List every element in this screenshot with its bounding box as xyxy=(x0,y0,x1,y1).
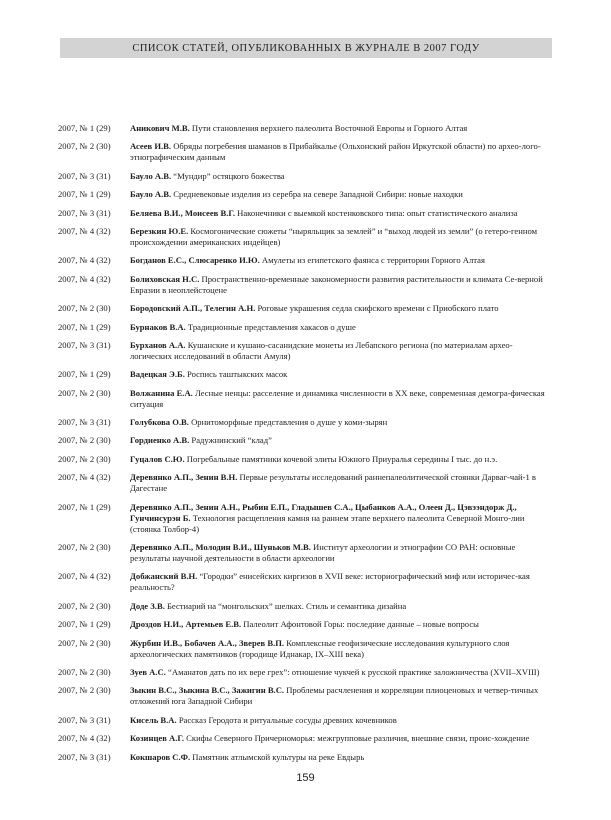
entry-title: Обряды погребения шаманов в Прибайкалье (Ольхонский район Иркутской области) по архео-лого-этнографическим данным xyxy=(130,141,541,163)
entry-authors: Березкин Ю.Е. xyxy=(130,225,189,236)
entry-issue: 2007, № 4 (32) xyxy=(58,273,111,284)
entry-issue: 2007, № 4 (32) xyxy=(58,225,111,236)
entry-title: Погребальные памятники кочевой элиты Южного Приуралья середины I тыс. до н.э. xyxy=(186,453,498,464)
entry-issue: 2007, № 3 (31) xyxy=(58,339,111,350)
entry-authors: Зуев А.С. xyxy=(130,666,166,677)
list-item xyxy=(58,208,552,219)
entry-title: Пути становления верхнего палеолита Восточной Европы и Горного Алтая xyxy=(191,123,468,133)
entry-text xyxy=(130,667,552,678)
entry-text xyxy=(130,369,552,380)
list-item xyxy=(58,303,552,314)
entry-issue: 2007, № 4 (32) xyxy=(58,255,111,266)
list-item xyxy=(58,667,552,678)
list-item xyxy=(58,733,552,744)
entry-authors: Богданов Е.С., Слюсаренко И.Ю. xyxy=(130,255,260,266)
entry-authors: Деревянко А.П., Зенин А.Н., Рыбин Е.П., Гладышев С.А., Цыбанков А.А., Олеен Д., Цэвээндорж Д., Гунчинсурэн Б. xyxy=(130,501,517,523)
entry-title: “Городки” енисейских киргизов в XVII веке: историографический миф или историчес-кая реальность? xyxy=(130,571,530,593)
entry-authors: Бурханов А.А. xyxy=(130,339,186,350)
list-item xyxy=(58,619,552,630)
list-item xyxy=(58,322,552,333)
page-title: СПИСОК СТАТЕЙ, ОПУБЛИКОВАННЫХ В ЖУРНАЛЕ В 2007 ГОДУ xyxy=(132,42,480,54)
entry-text xyxy=(130,571,552,593)
entry-authors: Аникович М.В. xyxy=(130,123,190,133)
header-band xyxy=(60,38,552,58)
entry-issue: 2007, № 2 (30) xyxy=(58,435,111,446)
entry-text xyxy=(130,454,552,465)
entry-title: Амулеты из египетского фаянса с территории Горного Алтая xyxy=(261,255,485,266)
entry-authors: Деревянко А.П., Зенин В.Н. xyxy=(130,472,238,483)
entry-authors: Кисель В.А. xyxy=(130,714,177,725)
entry-authors: Асеев И.В. xyxy=(130,141,172,152)
list-item xyxy=(58,189,552,200)
entry-authors: Бауло А.В. xyxy=(130,170,172,181)
entry-title: Кушанские и кушано-сасанидские монеты из Лебапского региона (по материалам архео-логических исследований в области Амуля) xyxy=(130,339,513,361)
entry-issue: 2007, № 3 (31) xyxy=(58,170,111,181)
entry-title: Памятник атлымской культуры на реке Евдырь xyxy=(192,751,365,762)
list-item xyxy=(58,388,552,410)
entry-issue: 2007, № 1 (29) xyxy=(58,189,111,200)
list-item xyxy=(58,141,552,163)
entry-issue: 2007, № 3 (31) xyxy=(58,417,111,428)
entry-authors: Беляева В.И., Моисеев В.Г. xyxy=(130,207,235,218)
entry-authors: Гордиенко А.В. xyxy=(130,435,190,446)
entry-title: Космогонические сюжеты “ныряльщик за землей” и “выход людей из земли” (о гетеро-генном происхождении американских индейцев) xyxy=(130,225,538,247)
entry-title: Пространственно-временные закономерности развития растительности и климата Се-верной Евразии в неоплейстоцене xyxy=(130,273,543,295)
entry-title: Радужнинский “клад” xyxy=(191,435,272,446)
entry-text xyxy=(130,141,552,163)
entry-authors: Добжанский В.Н. xyxy=(130,571,198,582)
entry-text xyxy=(130,685,552,707)
entry-issue: 2007, № 1 (29) xyxy=(58,321,111,332)
entry-title: Бестиарий на “монгольских” шелках. Стиль и семантика дизайна xyxy=(167,600,407,611)
entry-issue: 2007, № 2 (30) xyxy=(58,453,111,464)
entry-issue: 2007, № 2 (30) xyxy=(58,141,111,152)
entry-text xyxy=(130,417,552,428)
entry-authors: Бородовский А.П., Телегин А.Н. xyxy=(130,303,256,314)
list-item xyxy=(58,472,552,494)
entry-text xyxy=(130,435,552,446)
list-item xyxy=(58,171,552,182)
list-item xyxy=(58,542,552,564)
list-item xyxy=(58,435,552,446)
entry-title: Палеолит Афонтовой Горы: последние данные – новые вопросы xyxy=(243,619,479,630)
list-item xyxy=(58,123,552,134)
entry-authors: Волжанина Е.А. xyxy=(130,387,193,398)
entry-issue: 2007, № 1 (29) xyxy=(58,123,111,133)
list-item xyxy=(58,417,552,428)
entry-text xyxy=(130,715,552,726)
entry-issue: 2007, № 3 (31) xyxy=(58,751,111,762)
entry-text xyxy=(130,255,552,266)
entry-text xyxy=(130,226,552,248)
entry-title: Роспись таштыкских масок xyxy=(187,369,288,380)
list-item xyxy=(58,502,552,535)
list-item xyxy=(58,571,552,593)
entry-authors: Болиховская Н.С. xyxy=(130,273,200,284)
list-item xyxy=(58,274,552,296)
entry-title: Технология расщепления камня на раннем этапе верхнего палеолита Северной Монго-лии (стоянка Толбор-4) xyxy=(130,512,525,534)
entry-text xyxy=(130,542,552,564)
entry-title: Проблемы расчленения и корреляции плиоценовых и четвер-тичных отложений юга Западной Сибири xyxy=(130,685,539,707)
entry-issue: 2007, № 2 (30) xyxy=(58,685,111,696)
entry-authors: Зыкин В.С., Зыкина В.С., Зажигин В.С. xyxy=(130,685,285,696)
entry-text xyxy=(130,619,552,630)
entry-issue: 2007, № 2 (30) xyxy=(58,387,111,398)
list-item xyxy=(58,601,552,612)
entry-authors: Бауло А.В. xyxy=(130,189,172,200)
entry-text xyxy=(130,472,552,494)
list-item xyxy=(58,369,552,380)
entry-authors: Дроздов Н.И., Артемьев Е.В. xyxy=(130,619,242,630)
entry-text xyxy=(130,274,552,296)
entry-title: Орнитоморфные представления о душе у коми-зырян xyxy=(191,417,388,428)
list-item xyxy=(58,638,552,660)
entry-issue: 2007, № 4 (32) xyxy=(58,733,111,744)
entry-title: Институт археологии и этнографии СО РАН: основные результаты научной деятельности в области археологии xyxy=(130,542,516,564)
list-item xyxy=(58,454,552,465)
entry-text xyxy=(130,208,552,219)
list-item xyxy=(58,255,552,266)
entry-title: Лесные ненцы: расселение и динамика численности в XX веке, современная демогра-фическая ситуация xyxy=(130,387,545,409)
entry-text xyxy=(130,303,552,314)
entry-authors: Журбин И.В., Бобачев А.А., Зверев В.П. xyxy=(130,637,285,648)
entry-text xyxy=(130,601,552,612)
entry-authors: Гуцалов С.Ю. xyxy=(130,453,185,464)
entry-title: Средневековые изделия из серебра на севере Западной Сибири: новые находки xyxy=(173,189,463,200)
list-item xyxy=(58,715,552,726)
entry-issue: 2007, № 3 (31) xyxy=(58,207,111,218)
entry-text xyxy=(130,340,552,362)
entry-text xyxy=(130,752,552,763)
entry-issue: 2007, № 2 (30) xyxy=(58,542,111,553)
entry-issue: 2007, № 4 (32) xyxy=(58,571,111,582)
entry-issue: 2007, № 2 (30) xyxy=(58,637,111,648)
entry-text xyxy=(130,502,552,535)
entry-issue: 2007, № 3 (31) xyxy=(58,714,111,725)
entry-authors: Деревянко А.П., Молодин В.И., Шуньков М.В. xyxy=(130,542,311,553)
entry-title: Первые результаты исследований раннепалеолитической стоянки Дарваг-чай-1 в Дагестане xyxy=(130,472,536,494)
entry-text xyxy=(130,189,552,200)
article-list xyxy=(58,123,552,770)
entry-title: Рассказ Геродота и ритуальные сосуды древних кочевников xyxy=(178,714,397,725)
entry-issue: 2007, № 1 (29) xyxy=(58,369,111,380)
entry-text xyxy=(130,733,552,744)
entry-issue: 2007, № 4 (32) xyxy=(58,472,111,483)
entry-title: “Аманатов дать по их вере грех”: отношение чукчей к русской практике заложничества (XVII–XVIII) xyxy=(168,666,540,677)
entry-title: Скифы Северного Причерноморья: межгрупповые различия, внешние связи, проис-хождение xyxy=(186,733,530,744)
entry-authors: Козинцев А.Г. xyxy=(130,733,185,744)
entry-title: Комплексные геофизические исследования культурного слоя археологических памятников (городище Иднакар, IX–XIII века) xyxy=(130,637,510,659)
entry-title: “Мундир” остяцкого божества xyxy=(173,170,285,181)
entry-issue: 2007, № 2 (30) xyxy=(58,600,111,611)
entry-authors: Вадецкая Э.Б. xyxy=(130,369,185,380)
entry-issue: 2007, № 2 (30) xyxy=(58,666,111,677)
list-item xyxy=(58,340,552,362)
list-item xyxy=(58,685,552,707)
entry-title: Роговые украшения седла скифского времени с Приобского плато xyxy=(257,303,499,314)
list-item xyxy=(58,226,552,248)
entry-issue: 2007, № 2 (30) xyxy=(58,303,111,314)
page-number: 159 xyxy=(296,772,315,784)
entry-text xyxy=(130,171,552,182)
entry-text xyxy=(130,638,552,660)
entry-title: Традиционные представления хакасов о душе xyxy=(187,321,356,332)
entry-authors: Бурнаков В.А. xyxy=(130,321,186,332)
entry-issue: 2007, № 1 (29) xyxy=(58,501,111,512)
entry-text xyxy=(130,322,552,333)
entry-issue: 2007, № 1 (29) xyxy=(58,619,111,630)
entry-authors: Доде З.В. xyxy=(130,600,165,611)
list-item xyxy=(58,752,552,763)
entry-text xyxy=(130,123,552,134)
entry-authors: Кокшаров С.Ф. xyxy=(130,751,191,762)
entry-text xyxy=(130,388,552,410)
entry-authors: Голубкова О.В. xyxy=(130,417,189,428)
entry-title: Наконечники с выемкой костенковского типа: опыт статистического анализа xyxy=(237,207,518,218)
